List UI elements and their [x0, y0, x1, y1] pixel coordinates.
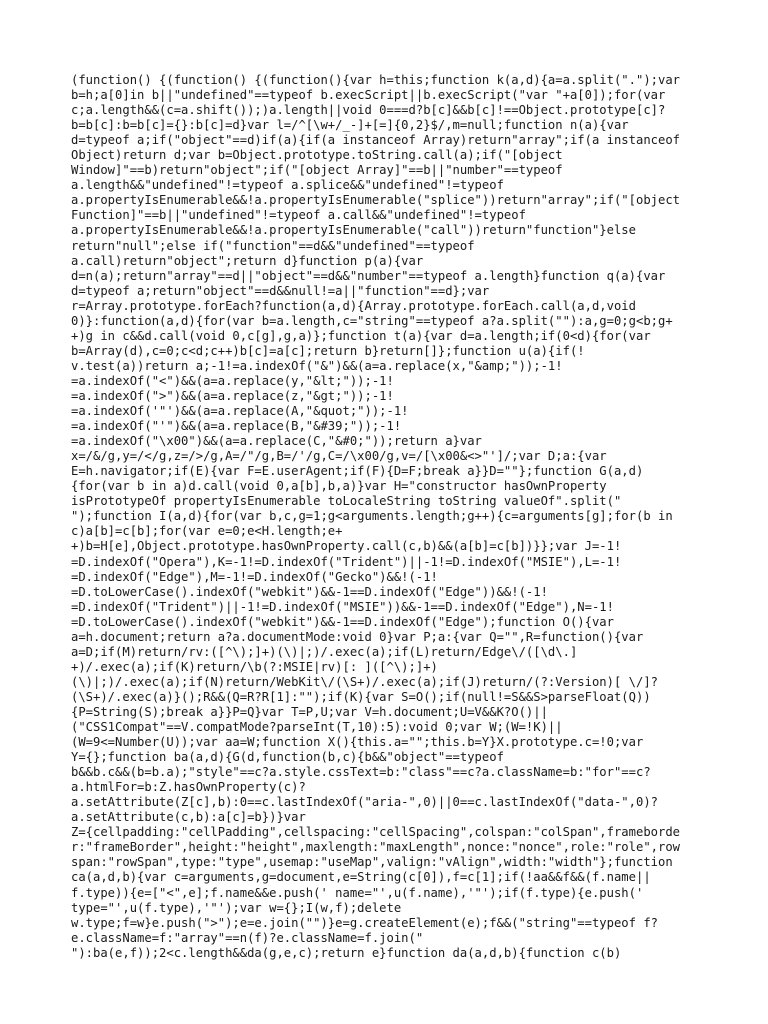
code-line: a.propertyIsEnumerable&&!a.propertyIsEnumerable("call"))return"function"}else [71, 223, 636, 238]
code-line: {for(var b in a)d.call(void 0,a[b],b,a)}var H="constructor hasOwnProperty [71, 479, 607, 494]
code-line: =a.indexOf('"')&&(a=a.replace(A,"&quot;"));-1! [71, 404, 409, 419]
code-line: a.call)return"object";return d}function p(a){var [71, 253, 424, 268]
code-line: a=h.document;return a?a.documentMode:void 0}var P;a:{var Q="",R=function(){var [71, 629, 644, 644]
code-line: a.length&&"undefined"!=typeof a.splice&&"undefined"!=typeof [71, 178, 504, 193]
code-line: d=typeof a;if("object"==d)if(a){if(a instanceof Array)return"array";if(a instanceof [71, 133, 681, 148]
code-line: Window]"==b)return"object";if("[object Array]"==b||"number"==typeof [71, 163, 563, 178]
code-line: Y={};function ba(a,d){G(d,function(b,c){b&&"object"==typeof [71, 750, 504, 765]
code-line: a=D;if(M)return/rv:([^\);]+)(\)|;)/.exec(a);if(L)return/Edge\/([\d\.] [71, 644, 578, 659]
code-line: =D.toLowerCase().indexOf("webkit")&&-1==D.indexOf("Edge"))&&!(-1! [71, 584, 548, 599]
code-line: +)/.exec(a);if(K)return/\b(?:MSIE|rv)[: ]([^\);]+) [71, 659, 438, 674]
code-line: =D.indexOf("Opera"),K=-1!=D.indexOf("Trident")||-1!=D.indexOf("MSIE"),L=-1! [71, 554, 622, 569]
code-line: a.setAttribute(Z[c],b):0==c.lastIndexOf("aria-",0)||0==c.lastIndexOf("data-",0)? [71, 795, 658, 810]
code-line: ca(a,d,b){var c=arguments,g=document,e=String(c[0]),f=c[1];if(!aa&&f&&(f.name|| [71, 870, 651, 885]
code-line: ");function I(a,d){for(var b,c,g=1;g<arguments.length;g++){c=arguments[g];for(b in [71, 509, 673, 524]
code-line: (\)|;)/.exec(a);if(N)return/WebKit\/(\S+)/.exec(a);if(J)return/(?:Version)[ \/]? [71, 674, 658, 689]
code-line: E=h.navigator;if(E){var F=E.userAgent;if(F){D=F;break a}}D=""};function G(a,d) [71, 464, 644, 479]
code-line: a.propertyIsEnumerable&&!a.propertyIsEnumerable("splice"))return"array";if("[object [71, 193, 681, 208]
code-line: Z={cellpadding:"cellPadding",cellspacing:"cellSpacing",colspan:"colSpan",frameborde [71, 825, 681, 840]
code-line: =a.indexOf("<")&&(a=a.replace(y,"&lt;"));-1! [71, 373, 394, 388]
code-line: (\S+)/.exec(a)}();R&&(Q=R?R[1]:"");if(K){var S=O();if(null!=S&&S>parseFloat(Q)) [71, 689, 651, 704]
code-line: "):ba(e,f));2<c.length&&da(g,e,c);return e}function da(a,d,b){function c(b) [71, 945, 622, 960]
code-line: {P=String(S);break a}}P=Q}var T=P,U;var V=h.document;U=V&&K?O()|| [71, 704, 548, 719]
code-line: =a.indexOf("\x00")&&(a=a.replace(C,"&#0;"));return a}var [71, 434, 482, 449]
code-block [71, 73, 711, 961]
code-line: w.type;f=w}e.push(">");e=e.join("")}e=g.createElement(e);f&&("string"==typeof f? [71, 915, 658, 930]
code-line: +)b=H[e],Object.prototype.hasOwnProperty.call(c,b)&&(a[b]=c[b])}};var J=-1! [71, 539, 622, 554]
code-line: (W=9<=Number(U));var aa=W;function X(){this.a="";this.b=Y}X.prototype.c=!0;var [71, 735, 644, 750]
code-line: a.htmlFor=b:Z.hasOwnProperty(c)? [71, 780, 306, 795]
code-line: a.setAttribute(c,b):a[c]=b})}var [71, 810, 306, 825]
code-line: Object)return d;var b=Object.prototype.toString.call(a);if("[object [71, 148, 563, 163]
code-line: c;a.length&&(c=a.shift());)a.length||void 0===d?b[c]&&b[c]!==Object.prototype[c]? [71, 103, 666, 118]
code-line: v.test(a))return a;-1!=a.indexOf("&")&&(a=a.replace(x,"&amp;"));-1! [71, 358, 563, 373]
code-line: =a.indexOf(">")&&(a=a.replace(z,"&gt;"));-1! [71, 388, 394, 403]
code-line: b=Array(d),c=0;c<d;c++)b[c]=a[c];return b}return[]};function u(a){if(! [71, 343, 585, 358]
code-line: type="',u(f.type),'"');var w={};I(w,f);delete [71, 900, 402, 915]
code-line: isPrototypeOf propertyIsEnumerable toLocaleString toString valueOf".split(" [71, 494, 622, 509]
code-line: x=/&/g,y=/</g,z=/>/g,A=/"/g,B=/'/g,C=/\x00/g,v=/[\x00&<>"']/;var D;a:{var [71, 449, 607, 464]
code-line: =D.toLowerCase().indexOf("webkit")&&-1==D.indexOf("Edge");function O(){var [71, 614, 614, 629]
code-line: r=Array.prototype.forEach?function(a,d){Array.prototype.forEach.call(a,d,void [71, 298, 636, 313]
code-line: f.type)){e=["<",e];f.name&&e.push(' name="',u(f.name),'"');if(f.type){e.push(' [71, 885, 644, 900]
code-line: e.className=f:"array"==n(f)?e.className=f.join(" [71, 930, 424, 945]
code-line: b&&b.c&&(b=b.a);"style"==c?a.style.cssText=b:"class"==c?a.className=b:"for"==c? [71, 765, 651, 780]
code-line: d=n(a);return"array"==d||"object"==d&&"number"==typeof a.length}function q(a){var [71, 268, 666, 283]
code-line: b=h;a[0]in b||"undefined"==typeof b.execScript||b.execScript("var "+a[0]);for(var [71, 88, 666, 103]
code-line: span:"rowSpan",type:"type",usemap:"useMap",valign:"vAlign",width:"width"};function [71, 855, 673, 870]
code-line: +)g in c&&d.call(void 0,c[g],g,a)};function t(a){var d=a.length;if(0<d){for(var [71, 328, 651, 343]
code-line: r:"frameBorder",height:"height",maxlength:"maxLength",nonce:"nonce",role:"role",row [71, 840, 681, 855]
code-line: (function() {(function() {(function(){var h=this;function k(a,d){a=a.split(".");var [71, 73, 681, 87]
code-line: =D.indexOf("Trident")||-1!=D.indexOf("MSIE"))&&-1==D.indexOf("Edge"),N=-1! [71, 599, 614, 614]
code-line: d=typeof a;return"object"==d&&null!=a||"function"==d};var [71, 283, 490, 298]
code-line: Function]"==b||"undefined"!=typeof a.call&&"undefined"!=typeof [71, 208, 526, 223]
code-line: =D.indexOf("Edge"),M=-1!=D.indexOf("Gecko")&&!(-1! [71, 569, 438, 584]
code-line: ("CSS1Compat"==V.compatMode?parseInt(T,10):5):void 0;var W;(W=!K)|| [71, 720, 563, 735]
code-line: b=b[c]:b=b[c]={}:b[c]=d}var l=/^[\w+/_-]+[=]{0,2}$/,m=null;function n(a){var [71, 118, 629, 133]
code-line: =a.indexOf("'")&&(a=a.replace(B,"&#39;"));-1! [71, 419, 402, 434]
code-line: c)a[b]=c[b];for(var e=0;e<H.length;e+ [71, 524, 343, 539]
code-line: 0)}:function(a,d){for(var b=a.length,c="string"==typeof a?a.split(""):a,g=0;g<b;g+ [71, 313, 673, 328]
code-line: return"null";else if("function"==d&&"undefined"==typeof [71, 238, 475, 253]
